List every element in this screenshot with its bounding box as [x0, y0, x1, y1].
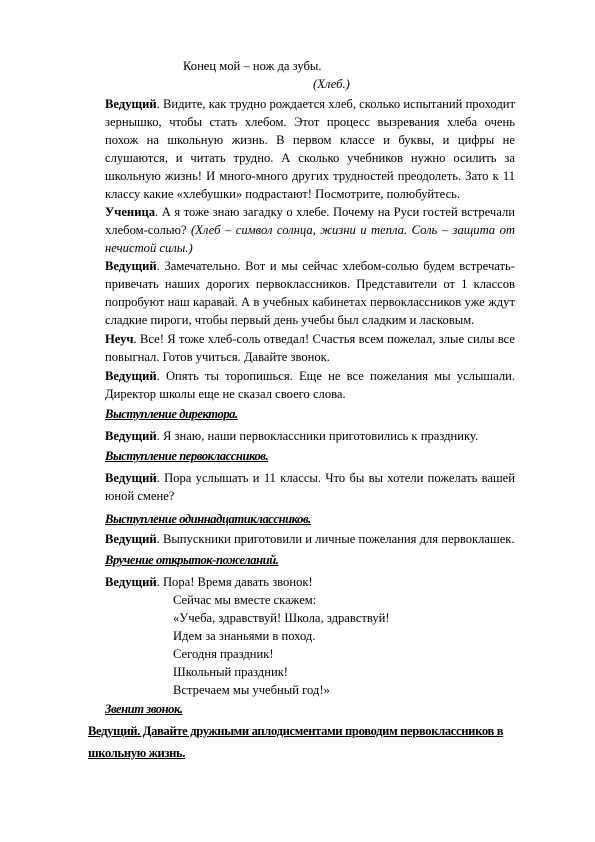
speaker-label: Ведущий: [105, 429, 157, 443]
paragraph-text: . Опять ты торопишься. Еще не все пожелания мы услышали. Директор школы еще не сказал своего слова.: [105, 369, 515, 401]
paragraph-host-firstgraders: [105, 427, 515, 445]
paragraph-host-graduates: [105, 469, 515, 505]
stage-direction: Выступление одиннадцатиклассников.: [105, 512, 311, 526]
poem-line: Идем за знаньями в поход.: [173, 629, 316, 643]
paragraph-text: . Выпускники приготовили и личные пожелания для первоклашек.: [156, 532, 515, 546]
speaker-label: Ведущий: [105, 259, 157, 273]
paragraph-neuch: [105, 330, 515, 366]
speaker-label: Ведущий: [105, 471, 157, 485]
poem-line: «Учеба, здравствуй! Школа, здравствуй!: [173, 611, 390, 625]
paragraph-text: . Пора услышать и 11 классы. Что бы вы хотели пожелать вашей юной смене?: [105, 471, 515, 503]
poem-line: Встречаем мы учебный год!»: [173, 683, 330, 697]
paragraph-text: . Пора! Время давать звонок!: [156, 575, 313, 589]
speaker-label: Неуч: [105, 332, 134, 346]
paragraph-host-bread: [105, 95, 515, 203]
speaker-label: Ведущий: [105, 575, 157, 589]
speaker-label: Ведущий: [105, 97, 157, 111]
stage-direction-bell: Звенит звонок.: [105, 702, 183, 716]
stage-direction: Выступление первоклассников.: [105, 449, 269, 463]
speaker-label: Ведущий: [105, 369, 157, 383]
poem: [173, 591, 390, 699]
stage-direction: Вручение открыток-пожеланий.: [105, 553, 279, 567]
paragraph-text: . А я тоже знаю загадку о хлебе. Почему на Руси гостей встречали хлебом-солью?: [105, 205, 515, 237]
paragraph-text: . Я знаю, наши первоклассники приготовились к празднику.: [156, 429, 479, 443]
final-line: Ведущий. Давайте дружными аплодисментами проводим первоклассников в школьную жизнь.: [88, 724, 504, 760]
paragraph-text: . Видите, как трудно рождается хлеб, сколько испытаний проходит зернышко, чтобы стать хлебом. Этот процесс вызревания хлеба очень похож на школьную жизнь. В первом классе и буквы, и цифры не слушаются, и читать трудно. А сколько учебников нужно осилить за школьную жизнь! И много-много других трудностей преодолеть. Зато к 11 классу какие «хлебушки» подрастают! Посмотрите, полюбуйтесь.: [105, 97, 515, 201]
paragraph-text: . Все! Я тоже хлеб-соль отведал! Счастья всем пожелал, злые силы все повыгнал. Готов учиться. Давайте звонок.: [105, 332, 515, 364]
poem-line: Сегодня праздник!: [173, 647, 274, 661]
poem-line: Сейчас мы вместе скажем:: [173, 593, 317, 607]
paragraph-host-bell: [105, 573, 515, 591]
paragraph-host-welcome: [105, 257, 515, 329]
paragraph-student-riddle: [105, 203, 515, 257]
riddle-end-line: Конец мой – нож да зубы.: [183, 59, 322, 73]
paragraph-host-wishes: [105, 530, 515, 548]
paragraph-text: . Замечательно. Вот и мы сейчас хлебом-солью будем встречать-привечать наших дорогих первоклассников. Представители от 1 классов попробуют наш каравай. А в учебных кабинетах первоклассников уже ждут сладкие пироги, чтобы первый день учебы был сладким и ласковым.: [105, 259, 515, 327]
speaker-label: Ведущий: [105, 532, 157, 546]
speaker-label: Ученица: [105, 205, 155, 219]
riddle-answer: (Хлеб.): [313, 77, 350, 91]
riddle-answer-italic: (Хлеб – символ солнца, жизни и тепла. Соль – защита от нечистой силы.): [105, 223, 515, 255]
stage-direction: Выступление директора.: [105, 407, 238, 421]
poem-line: Школьный праздник!: [173, 665, 289, 679]
paragraph-host-director: [105, 367, 515, 403]
